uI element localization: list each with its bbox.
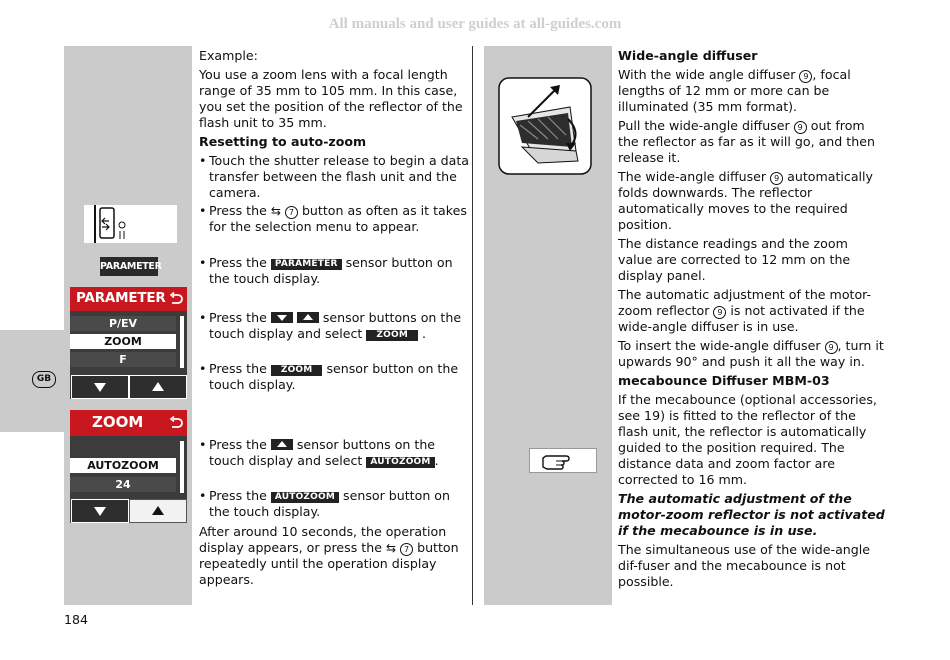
parameter-chip: PARAMETER <box>271 259 342 270</box>
parameter-menu-title: PARAMETER <box>76 290 166 306</box>
bullet-5: • Press the ZOOM sensor button on the touch display. <box>199 361 459 392</box>
p5-pre: The automatic adjustment of the motor-zoom reflector <box>618 287 872 318</box>
up-chip <box>271 439 293 450</box>
watermark: All manuals and user guides at all-guides.com <box>328 16 622 32</box>
autozoom-chip: AUTOZOOM <box>271 492 339 503</box>
mecabounce-heading: mecabounce Diffuser MBM-03 <box>618 373 830 388</box>
parameter-menu-titlebar <box>70 287 187 311</box>
bullet-4-mid: sensor buttons on the touch display and select <box>209 310 462 341</box>
up-arrow-button <box>129 375 187 399</box>
parameter-menu-display <box>70 287 187 399</box>
bullet-1: • Touch the shutter release to begin a data transfer between the flash unit and the camera. <box>199 153 470 200</box>
down-arrow-icon <box>94 383 106 392</box>
bullet-1-text: Touch the shutter release to begin a data transfer between the flash unit and the camera. <box>209 153 470 200</box>
bullet-4: • Press the sensor buttons on the touch display and select ZOOM . <box>199 310 462 341</box>
note-hand-box <box>529 448 597 473</box>
zoom-menu-titlebar <box>70 410 187 436</box>
bullet-2: • Press the ⇆ 7 button as often as it takes for the selection menu to appear. <box>199 203 467 234</box>
page-number: 184 <box>64 612 89 627</box>
zoom-menu-title: ZOOM <box>92 413 144 431</box>
up-arrow-icon <box>303 314 313 320</box>
bullet-4-pre: Press the <box>209 310 267 325</box>
bullet-6: • Press the sensor buttons on the touch display and select AUTOZOOM . <box>199 437 439 468</box>
flash-button-illustration <box>84 205 177 243</box>
up-arrow-button <box>129 499 187 523</box>
p1-post: , focal lengths of 12 mm or more can be illuminated (35 mm format). <box>618 67 851 114</box>
up-arrow-icon <box>152 506 164 515</box>
arrows-icon: ⇆ <box>385 541 397 555</box>
up-chip <box>297 312 319 323</box>
back-icon <box>169 416 183 430</box>
menu-item-autozoom: AUTOZOOM <box>70 458 176 473</box>
right-text-block <box>618 48 886 593</box>
up-arrow-icon <box>277 441 287 447</box>
menu-item-24: 24 <box>70 477 176 492</box>
down-chip <box>271 312 293 323</box>
bullet-7-pre: Press the <box>209 488 267 503</box>
up-arrow-icon <box>152 382 164 391</box>
p2-post: out from the reflector as far as it will go, and then release it. <box>618 118 875 165</box>
wide-angle-diffuser-icon <box>498 77 592 175</box>
bullet-4-post: . <box>422 326 427 341</box>
bullet-2-post: button as often as it takes for the selection menu to appear. <box>209 203 467 234</box>
diffuser-illustration <box>498 77 592 175</box>
final-pre: After around 10 seconds, the operation display appears, or press the <box>199 524 447 555</box>
resetting-heading: Resetting to auto-zoom <box>199 134 367 149</box>
zoom-chip: ZOOM <box>366 330 418 341</box>
column-divider <box>472 46 473 605</box>
back-icon <box>169 292 183 306</box>
p2-pre: Pull the wide-angle diffuser <box>618 118 790 133</box>
right-p5 <box>618 287 886 335</box>
bullet-6-post: . <box>434 453 439 468</box>
down-arrow-icon <box>277 315 287 321</box>
number-circle: 9 <box>770 172 783 185</box>
wide-angle-heading: Wide-angle diffuser <box>618 48 758 63</box>
number-circle: 7 <box>285 206 298 219</box>
p6-pre: To insert the wide-angle diffuser <box>618 338 821 353</box>
p3-pre: The wide-angle diffuser <box>618 169 767 184</box>
menu-item-f: F <box>70 352 176 367</box>
p6-post: , turn it upwards 90° and push it all the way in. <box>618 338 884 369</box>
number-circle: 9 <box>713 306 726 319</box>
final-post: button repeatedly until the operation display appears. <box>199 540 459 587</box>
bullet-3-pre: Press the <box>209 255 267 270</box>
bullet-7: • Press the AUTOZOOM sensor button on the touch display. <box>199 488 450 519</box>
example-text: You use a zoom lens with a focal length range of 35 mm to 105 mm. In this case, you set the position of the reflector of the flash unit to 35 mm. <box>199 67 463 130</box>
bullet-6-mid: sensor buttons on the touch display and select <box>209 437 436 468</box>
scrollbar <box>180 316 184 368</box>
down-arrow-button <box>71 499 129 523</box>
number-circle: 7 <box>400 543 413 556</box>
right-p8: The simultaneous use of the wide-angle dif-fuser and the mecabounce is not possible. <box>618 542 871 589</box>
right-p4: The distance readings and the zoom value are corrected to 12 mm on the display panel. <box>618 236 851 283</box>
bullet-6-pre: Press the <box>209 437 267 452</box>
bullet-7-post: sensor button on the touch display. <box>209 488 450 519</box>
button-diagram-icon <box>84 205 177 243</box>
bullet-3: • Press the PARAMETER sensor button on the touch display. <box>199 255 453 286</box>
p5-post: is not activated if the wide-angle diffuser is in use. <box>618 303 865 334</box>
bullet-2-pre: Press the <box>209 203 267 218</box>
right-p1 <box>618 67 886 115</box>
note-text: The automatic adjustment of the motor-zoom reflector is not activated if the mecabounce is in use. <box>618 491 885 538</box>
right-p6 <box>618 338 886 370</box>
number-circle: 9 <box>799 70 812 83</box>
number-circle: 9 <box>825 341 838 354</box>
bullet-5-pre: Press the <box>209 361 267 376</box>
menu-item-zoom: ZOOM <box>70 334 176 349</box>
language-tab: GB <box>32 371 56 388</box>
scrollbar <box>180 441 184 493</box>
left-text-block <box>199 48 467 153</box>
right-p2 <box>618 118 886 166</box>
right-p7: If the mecabounce (optional accessories, see 19) is fitted to the reflector of the flash unit, the reflector is automatically guided to the position required. The distance data and zoom factor are corrected to 16 mm. <box>618 392 877 487</box>
arrows-icon: ⇆ <box>270 204 281 218</box>
menu-item-pev: P/EV <box>70 316 176 331</box>
pointing-hand-icon <box>530 449 596 472</box>
final-paragraph <box>199 524 461 588</box>
example-label: Example: <box>199 48 258 63</box>
zoom-menu-display <box>70 410 187 523</box>
zoom-chip: ZOOM <box>271 365 323 376</box>
p3-post: automatically folds downwards. The reflector automatically moves to the required position. <box>618 169 873 232</box>
autozoom-chip: AUTOZOOM <box>366 457 434 468</box>
parameter-button-graphic: PARAMETER <box>100 257 158 276</box>
number-circle: 9 <box>794 121 807 134</box>
p1-pre: With the wide angle diffuser <box>618 67 796 82</box>
right-p3 <box>618 169 886 233</box>
bullet-5-post: sensor button on the touch display. <box>209 361 459 392</box>
down-arrow-button <box>71 375 129 399</box>
bullet-3-post: sensor button on the touch display. <box>209 255 453 286</box>
down-arrow-icon <box>94 507 106 516</box>
